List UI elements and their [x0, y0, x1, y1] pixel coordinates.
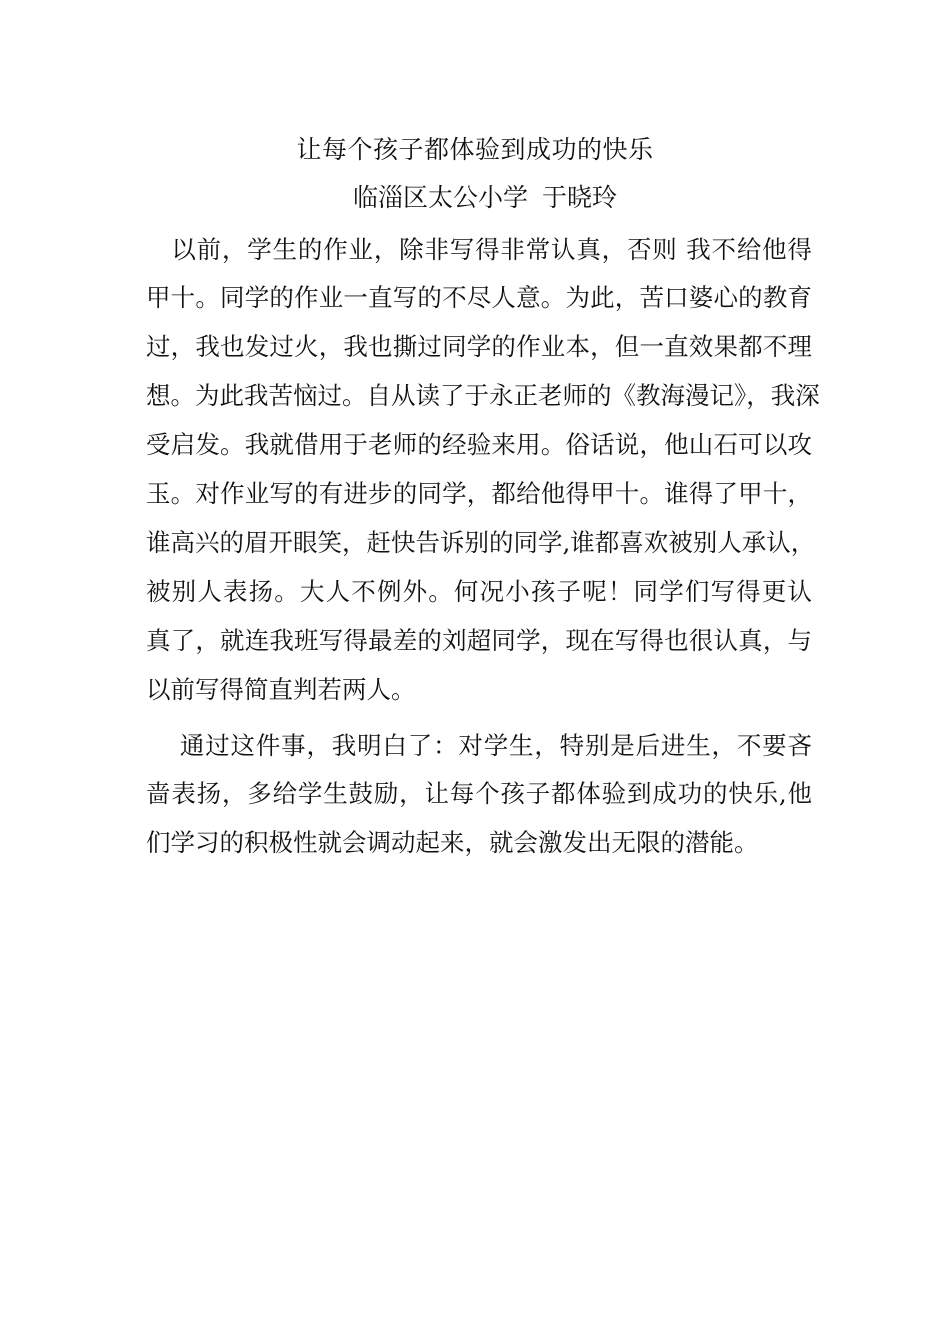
paragraph-line: 以前写得简直判若两人。: [146, 675, 416, 704]
paragraph-line: 想。为此我苦恼过。自从读了于永正老师的《教海漫记》，我深: [146, 381, 820, 410]
paragraph-line: 甲十。同学的作业一直写的不尽人意。为此，苦口婆心的教育: [146, 283, 812, 312]
paragraph-line: 谁高兴的眉开眼笑，赶快告诉别的同学,谁都喜欢被别人承认，: [146, 528, 816, 557]
paragraph-line: 被别人表扬。大人不例外。何况小孩子呢！同学们写得更认: [146, 577, 812, 606]
author-name: 于晓玲: [542, 183, 618, 212]
paragraph-line: 受启发。我就借用于老师的经验来用。俗话说，他山石可以攻: [146, 430, 812, 459]
paragraph-line: 真了，就连我班写得最差的刘超同学，现在写得也很认真，与: [146, 626, 812, 655]
paragraph-line: 过，我也发过火，我也撕过同学的作业本，但一直效果都不理: [146, 332, 812, 361]
paragraph-line: 们学习的积极性就会调动起来，就会激发出无限的潜能。: [146, 828, 759, 857]
paragraph-line: 以前，学生的作业，除非写得非常认真，否则 我不给他得: [146, 235, 812, 264]
paragraph-line: 啬表扬，多给学生鼓励，让每个孩子都体验到成功的快乐,他: [146, 779, 812, 808]
paragraph-line: 玉。对作业写的有进步的同学，都给他得甲十。谁得了甲十，: [146, 479, 812, 508]
paragraph-line: 通过这件事，我明白了：对学生，特别是后进生，不要吝: [146, 731, 812, 760]
author-line: [0, 181, 950, 215]
document-title: 让每个孩子都体验到成功的快乐: [296, 135, 654, 164]
author-school: 临淄区太公小学: [352, 183, 528, 212]
